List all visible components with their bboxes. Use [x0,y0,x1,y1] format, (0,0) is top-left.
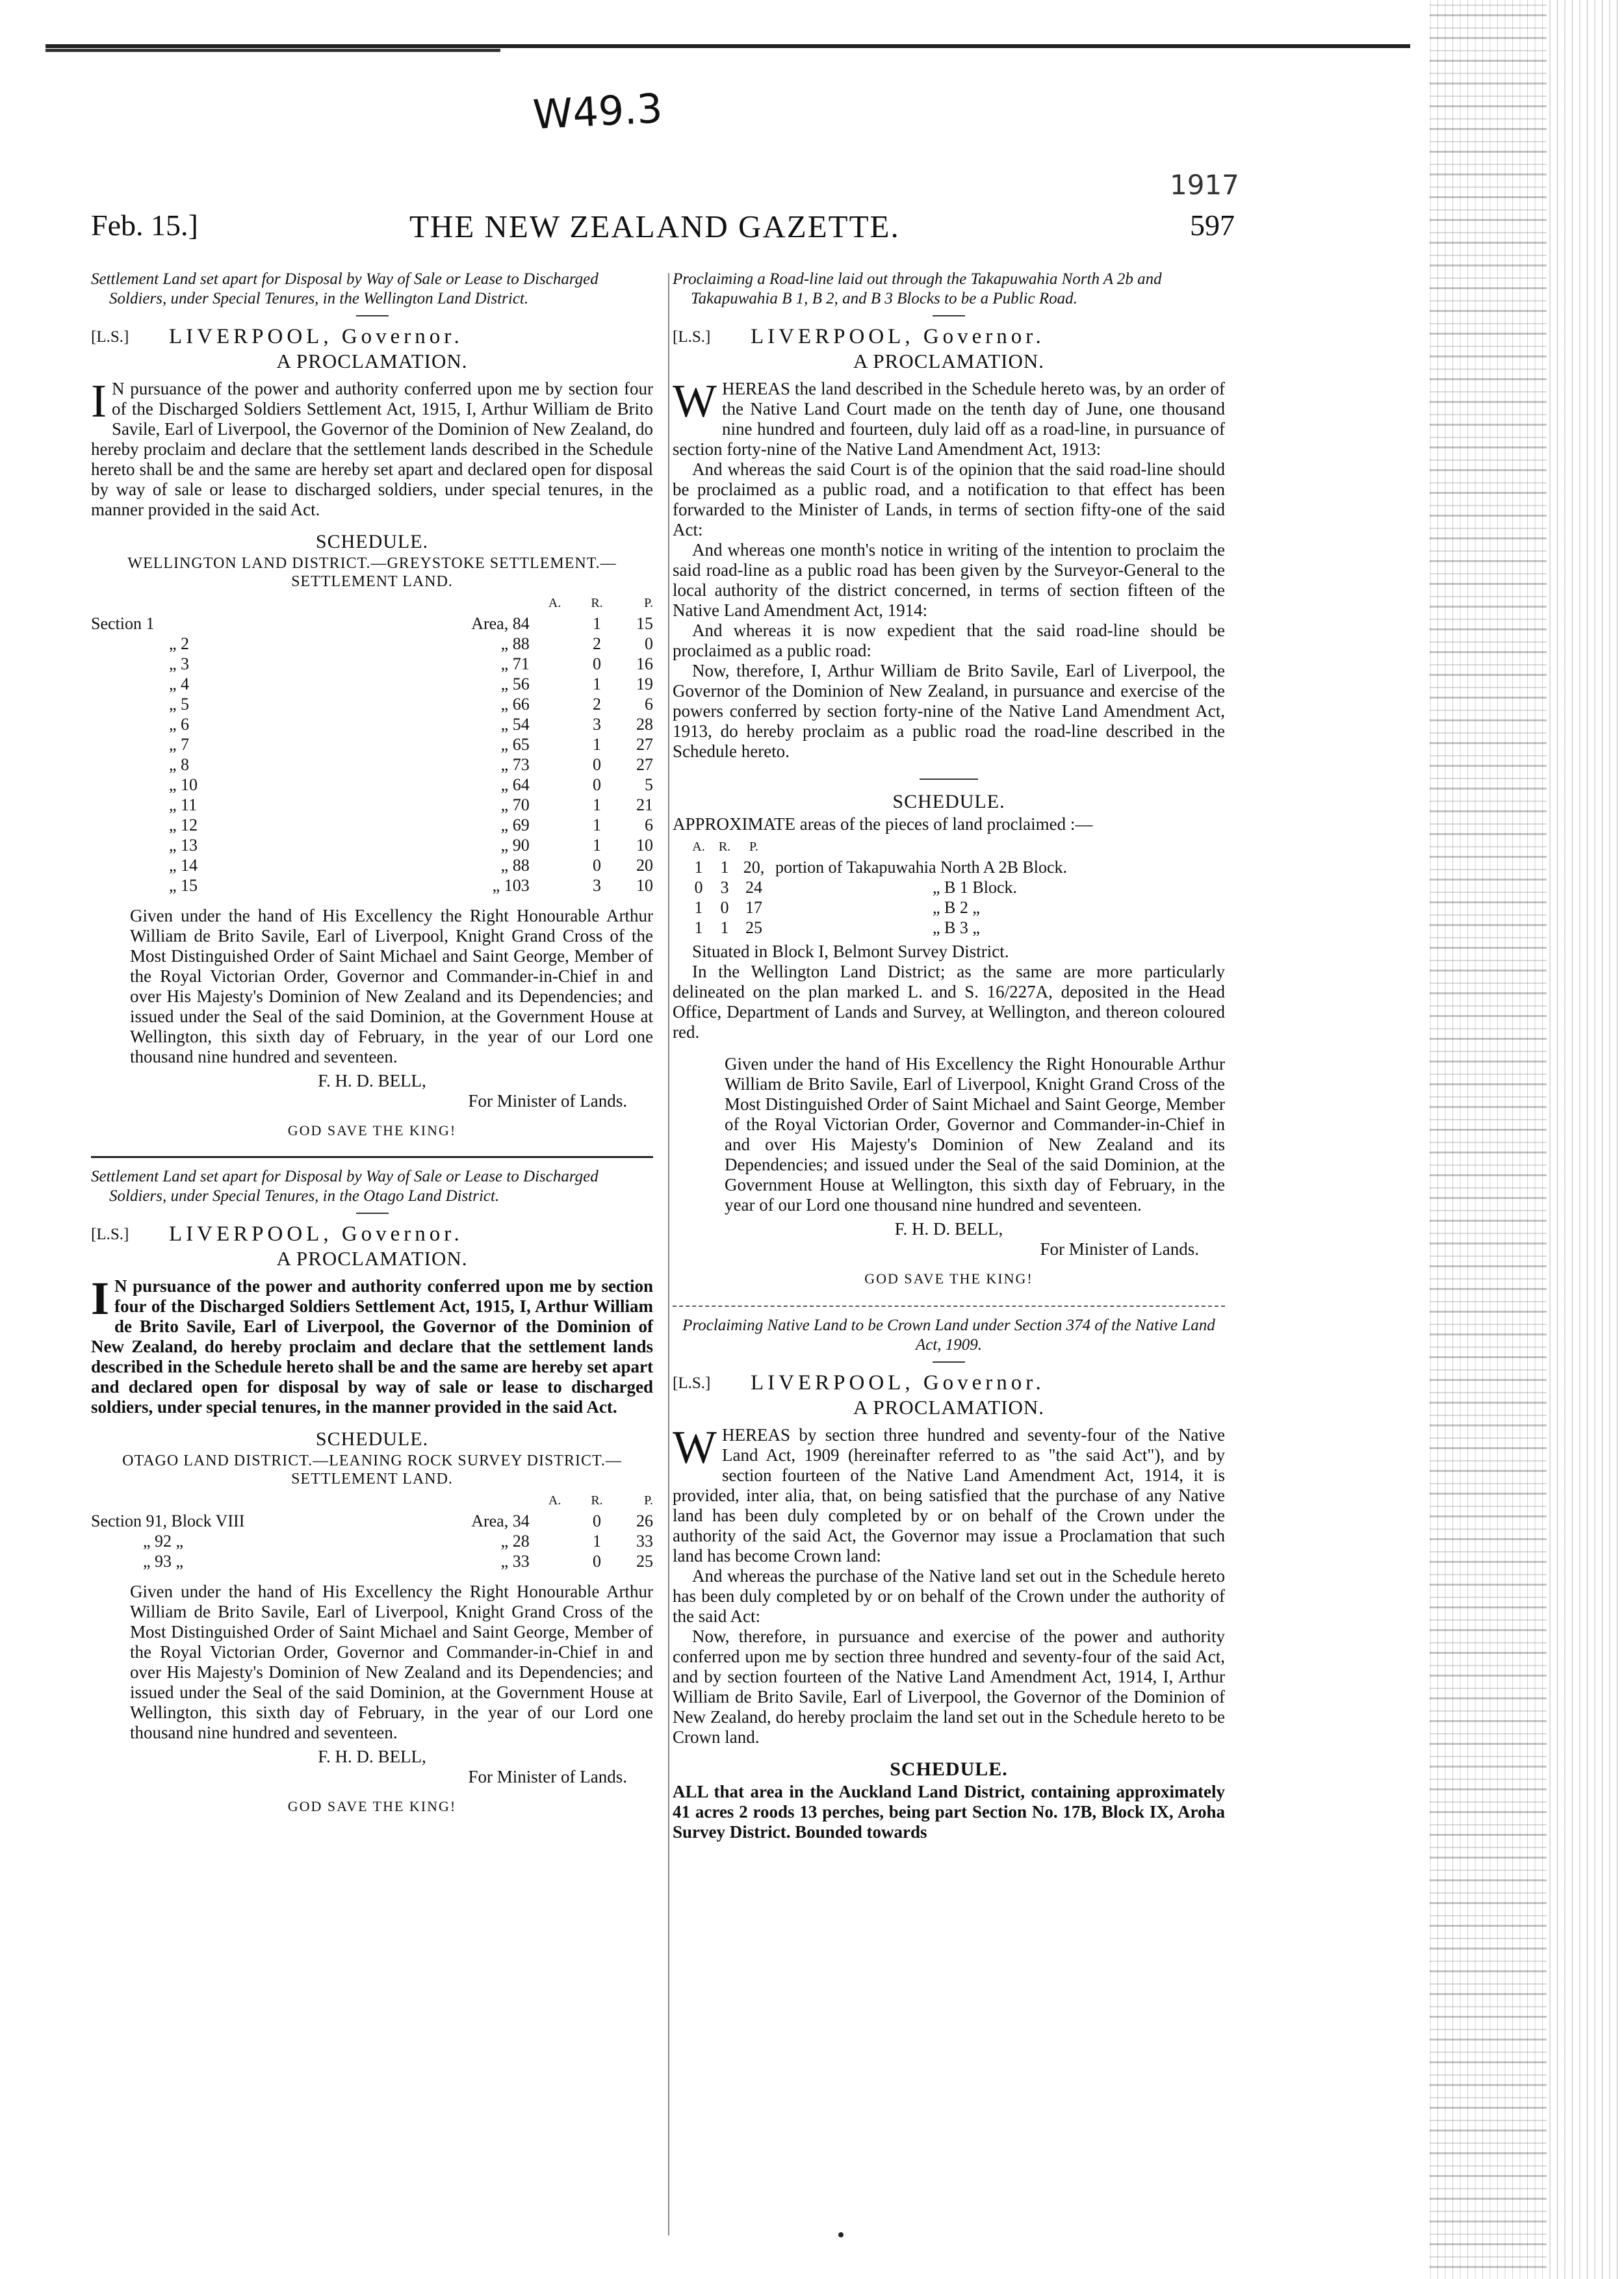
top-border-line-secondary [45,49,500,52]
bottom-mark [838,2232,844,2237]
table-row: „ 92 „ „ 28 1 33 [143,1532,653,1551]
gazette-title: THE NEW ZEALAND GAZETTE. [409,209,900,244]
now-therefore-paragraph: Now, therefore, in pursuance and exercise of the power and authority conferred upon me by section three hundred and seventy-four of the said Act, and by section fourteen of the Native Land Amendment Act, 1914, I, Arthur William de Brito Savile, Earl of Liverpool, the Governor of the Dominion of New Zealand, do hereby proclaim the land set out in the Schedule hereto to be Crown land. [673,1627,1225,1747]
governor-line [91,327,653,347]
table-row: „ 15 „ 103 3 10 [169,876,653,895]
drop-cap: W [673,375,717,427]
table-header-row: A. R. P. [692,840,758,854]
whereas-paragraph: WHEREAS by section three hundred and seventy-four of the Native Land Act, 1909 (hereinafter referred to as "the said Act"), and by section fourteen of the Native Land Amendment Act, 1914, it is provided, inter alia, that, on being satisfied that the purchase of any Native land has been duly completed by or on behalf of the Crown under the authority of the said Act, the Governor may issue a Proclamation that such land has become Crown land: [673,1421,1225,1565]
drop-cap: I [91,1272,110,1324]
proclamation-heading: A PROCLAMATION. [853,1396,1045,1419]
governor-name: LIVERPOOL, Governor. [169,1222,463,1246]
governor-name: LIVERPOOL, Governor. [751,325,1045,348]
notice-title: Settlement Land set apart for Disposal by Way of Sale or Lease to Discharged Soldiers, under Special Tenures, in the Wellington Land District. [91,270,599,307]
signature-title: For Minister of Lands. [468,1091,627,1111]
land-table [91,1491,653,1571]
right-column [673,270,1225,1842]
table-row: „ 2 „ 88 2 0 [169,634,653,653]
notice-takapuwahia-road [673,270,1225,1289]
proclamation-body: I N pursuance of the power and authority conferred upon me by section four of the Discharged Soldiers Settlement Act, 1915, I, Arthur William de Brito Savile, Earl of Liverpool, the Governor of the Dominion of New Zealand, do hereby proclaim and declare that the settlement lands described in the Schedule hereto shall be and the same are hereby set apart and declared open for disposal by way of sale or lease to discharged soldiers, under special tenures, in the manner provided in the said Act. [91,375,653,519]
seal-mark: [L.S.] [673,1374,711,1392]
notice-wellington-settlement [91,270,653,1140]
table-row: „ 10 „ 64 0 5 [169,775,653,794]
table-row: 1 0 17 „ B 2 „ [694,898,980,917]
signature-title: For Minister of Lands. [468,1767,627,1786]
table-row: „ 93 „ „ 33 0 25 [143,1552,653,1571]
now-therefore-paragraph: Now, therefore, I, Arthur William de Brito Savile, Earl of Liverpool, the Governor of the Dominion of New Zealand, in pursuance and exercise of the powers conferred by section forty-nine of the Native Land Amendment Act, 1913, do hereby proclaim as a public road the road-line described in the Schedule hereto. [673,661,1225,761]
seal-mark: [L.S.] [673,328,711,346]
district-heading: OTAGO LAND DISTRICT.—LEANING ROCK SURVEY DISTRICT.— SETTLEMENT LAND. [122,1452,622,1487]
delineated-text: In the Wellington Land District; as the same are more particularly delineated on the plan marked L. and S. 16/227A, deposited in the Head Office, Department of Lands and Survey, at Wellington, and thereon coloured red. [673,962,1225,1042]
proclamation-heading: A PROCLAMATION. [853,350,1045,372]
table-row: „ 5 „ 66 2 6 [169,695,653,714]
signature: F. H. D. BELL, [318,1071,426,1090]
governor-name: LIVERPOOL, Governor. [751,1371,1045,1395]
situated-text: Situated in Block I, Belmont Survey District. [692,942,1009,961]
left-column [91,270,653,1816]
notice-native-land-crown [673,1316,1225,1842]
schedule-heading: SCHEDULE. [315,531,429,552]
areas-table [686,837,1067,938]
table-row: 1 1 25 „ B 3 „ [694,918,980,937]
schedule-text: ALL that area in the Auckland Land District, containing approximately 41 acres 2 roods 13 perches, being part Section No. 17B, Block IX, Aroha Survey District. Bounded towards [673,1782,1225,1842]
governor-line [673,1373,1225,1393]
scan-edge-noise-overlay [1430,0,1547,2279]
page-number: 597 [1190,209,1235,242]
table-row: „ 4 „ 56 1 19 [169,675,653,693]
separator [933,1361,965,1363]
schedule-heading: SCHEDULE. [315,1428,429,1450]
signature: F. H. D. BELL, [894,1219,1003,1239]
table-row: „ 3 „ 71 0 16 [169,654,653,673]
seal-mark: [L.S.] [91,328,129,346]
proclamation-body: I N pursuance of the power and authority conferred upon me by section four of the Discharged Soldiers Settlement Act, 1915, I, Arthur William de Brito Savile, Earl of Liverpool, the Governor of the Dominion of New Zealand, do hereby proclaim and declare that the settlement lands described in the Schedule hereto shall be and the same are hereby set apart and declared open for disposal by way of sale or lease to discharged soldiers, under special tenures, in the manner provided in the said Act. [91,1272,653,1417]
separator [356,1213,389,1214]
separator [933,315,965,316]
separator [356,315,389,316]
governor-name: LIVERPOOL, Governor. [169,325,463,348]
table-row: 0 3 24 „ B 1 Block. [694,878,1017,897]
column-divider [668,273,669,2235]
table-row: „ 7 „ 65 1 27 [169,735,653,754]
table-row: „ 12 „ 69 1 6 [169,816,653,834]
top-border-line [45,44,1410,48]
land-table [91,593,653,895]
whereas-paragraph: And whereas one month's notice in writing of the intention to proclaim the said road-line as a public road has been given by the Surveyor-General to the local authority of the district concerned, in terms of section fifteen of the Native Land Amendment Act, 1914: [673,540,1225,620]
notice-title: Proclaiming Native Land to be Crown Land under Section 374 of the Native Land Act, 1909. [682,1317,1215,1354]
page-header [91,205,1235,250]
drop-cap: I [91,375,107,427]
issue-date: Feb. 15.] [91,209,198,242]
section-divider [91,1156,653,1158]
table-row: „ 8 „ 73 0 27 [169,755,653,774]
district-heading: WELLINGTON LAND DISTRICT.—GREYSTOKE SETTLEMENT.— SETTLEMENT LAND. [127,555,617,590]
given-under-hand: Given under the hand of His Excellency the Right Honourable Arthur William de Brito Savile, Earl of Liverpool, Knight Grand Cross of the Most Distinguished Order of Saint Michael and Saint George, Member of the Royal Victorian Order, Governor and Commander-in-Chief in and over His Majesty's Dominion of New Zealand and its Dependencies; and issued under the Seal of the said Dominion, at the Government House at Wellington, this sixth day of February, in the year of our Lord one thousand nine hundred and seventeen. [130,906,653,1066]
proclamation-heading: A PROCLAMATION. [276,350,468,372]
schedule-heading: SCHEDULE. [890,1758,1008,1780]
whereas-paragraph: WHEREAS the land described in the Schedule hereto was, by an order of the Native Land Court made on the tenth day of June, one thousand nine hundred and fourteen, duly laid off as a road-line, in pursuance of section forty-nine of the Native Land Amendment Act, 1913: [673,375,1225,459]
separator [920,779,978,780]
table-row: „ 14 „ 88 0 20 [169,856,653,875]
governor-line [91,1224,653,1244]
table-row: „ 11 „ 70 1 21 [169,795,653,814]
table-row: Section 91, Block VIII Area, 34 0 26 [91,1512,653,1530]
signature-title: For Minister of Lands. [1040,1239,1199,1259]
whereas-paragraph: And whereas the purchase of the Native land set out in the Schedule hereto has been duly completed by or on behalf of the Crown under the authority of the said Act: [673,1566,1225,1626]
table-header-row: A. R. P. [548,1493,653,1508]
approximate-areas-intro: APPROXIMATE areas of the pieces of land proclaimed :— [673,814,1093,834]
proclamation-heading: A PROCLAMATION. [276,1247,468,1270]
table-row: 1 1 20, portion of Takapuwahia North A 2B Block. [694,858,1068,877]
table-row: Section 1 Area, 84 1 15 [91,614,653,633]
notice-title: Settlement Land set apart for Disposal by Way of Sale or Lease to Discharged Soldiers, under Special Tenures, in the Otago Land District. [91,1168,599,1205]
signature: F. H. D. BELL, [318,1747,426,1766]
given-under-hand: Given under the hand of His Excellency the Right Honourable Arthur William de Brito Savile, Earl of Liverpool, Knight Grand Cross of the Most Distinguished Order of Saint Michael and Saint George, Member of the Royal Victorian Order, Governor and Commander-in-Chief in and over His Majesty's Dominion of New Zealand and its Dependencies; and issued under the Seal of the said Dominion, at the Government House at Wellington, this sixth day of February, in the year of our Lord one thousand nine hundred and seventeen. [725,1054,1225,1215]
handwritten-mark: W49.3 [532,84,664,139]
schedule-heading: SCHEDULE. [892,791,1005,812]
whereas-paragraph: And whereas it is now expedient that the said road-line should be proclaimed as a public road: [673,621,1225,660]
drop-cap: W [673,1421,717,1473]
notice-otago-settlement [91,1167,653,1816]
given-under-hand: Given under the hand of His Excellency the Right Honourable Arthur William de Brito Savile, Earl of Liverpool, Knight Grand Cross of the Most Distinguished Order of Saint Michael and Saint George, Member of the Royal Victorian Order, Governor and Commander-in-Chief in and over His Majesty's Dominion of New Zealand and its Dependencies; and issued under the Seal of the said Dominion, at the Government House at Wellington, this sixth day of February, in the year of our Lord one thousand nine hundred and seventeen. [130,1582,653,1742]
whereas-paragraph: And whereas the said Court is of the opinion that the said road-line should be proclaimed as a public road, and a notification to that effect has been forwarded to the Minister of Lands, in terms of section fifty-one of the said Act: [673,459,1225,539]
seal-mark: [L.S.] [91,1226,129,1243]
god-save-the-king: GOD SAVE THE KING! [864,1270,1033,1287]
handwritten-number: 1917 [1170,169,1239,201]
table-row: „ 6 „ 54 3 28 [169,715,653,734]
section-divider [673,1306,1225,1307]
notice-title: Proclaiming a Road-line laid out through the Takapuwahia North A 2b and Takapuwahia B 1, B 2, and B 3 Blocks to be a Public Road. [673,270,1162,307]
governor-line [673,327,1225,347]
table-row: „ 13 „ 90 1 10 [169,836,653,855]
god-save-the-king: GOD SAVE THE KING! [287,1122,457,1139]
table-header-row: A. R. P. [548,596,653,610]
god-save-the-king: GOD SAVE THE KING! [287,1798,457,1814]
